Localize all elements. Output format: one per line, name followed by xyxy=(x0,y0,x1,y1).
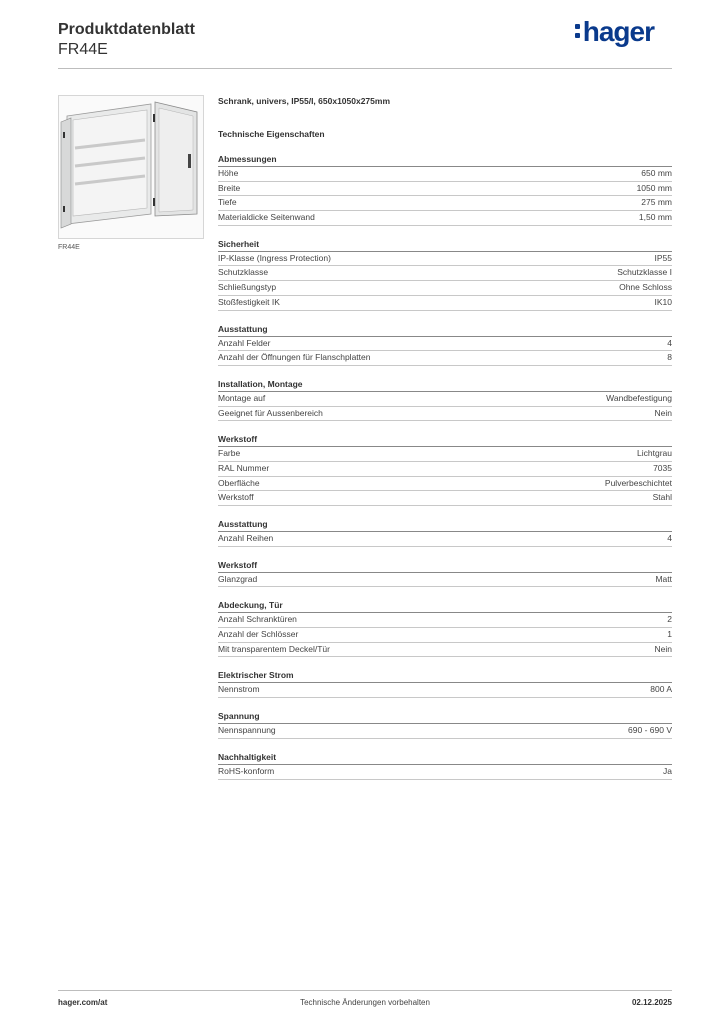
property-label: Anzahl der Öffnungen für Flanschplatten xyxy=(218,352,371,363)
property-label: Geeignet für Aussenbereich xyxy=(218,407,323,418)
property-section xyxy=(218,433,672,506)
property-label: Anzahl Schranktüren xyxy=(218,614,297,625)
image-caption: FR44E xyxy=(58,244,80,251)
logo-text: hager xyxy=(582,16,654,47)
cabinet-image-icon xyxy=(59,96,203,238)
property-row xyxy=(218,462,672,477)
property-row xyxy=(218,211,672,226)
property-label: Nennstrom xyxy=(218,684,260,695)
property-value: Nein xyxy=(654,643,672,654)
property-value: 275 mm xyxy=(641,197,672,208)
property-row xyxy=(218,724,672,739)
property-section xyxy=(218,153,672,226)
property-value: Wandbefestigung xyxy=(606,392,672,403)
property-section xyxy=(218,518,672,547)
section-title: Spannung xyxy=(218,710,672,724)
property-label: RoHS-konform xyxy=(218,765,275,776)
property-row xyxy=(218,628,672,643)
logo-dots-icon xyxy=(575,24,580,38)
property-label: Farbe xyxy=(218,448,241,459)
property-row xyxy=(218,351,672,366)
property-label: Glanzgrad xyxy=(218,573,258,584)
property-row xyxy=(218,613,672,628)
property-row xyxy=(218,683,672,698)
property-section xyxy=(218,378,672,421)
property-section xyxy=(218,559,672,588)
property-label: Anzahl Felder xyxy=(218,337,271,348)
property-row xyxy=(218,532,672,547)
technical-properties-heading: Technische Eigenschaften xyxy=(218,129,325,139)
property-label: IP-Klasse (Ingress Protection) xyxy=(218,252,331,263)
property-value: 4 xyxy=(667,337,672,348)
property-value: 800 A xyxy=(650,684,672,695)
property-value: Ja xyxy=(663,765,672,776)
section-title: Ausstattung xyxy=(218,323,672,337)
product-image xyxy=(58,95,204,239)
property-label: Höhe xyxy=(218,168,239,178)
section-title: Werkstoff xyxy=(218,559,672,573)
property-row xyxy=(218,643,672,658)
property-value: 1050 mm xyxy=(636,182,672,193)
property-row xyxy=(218,447,672,462)
header-divider xyxy=(58,68,672,69)
section-title: Abdeckung, Tür xyxy=(218,599,672,613)
property-row xyxy=(218,765,672,780)
footer-date: 02.12.2025 xyxy=(631,998,672,1007)
property-value: 8 xyxy=(667,352,672,363)
property-row xyxy=(218,182,672,197)
section-title: Ausstattung xyxy=(218,518,672,532)
property-label: Schutzklasse xyxy=(218,267,269,278)
property-section xyxy=(218,599,672,657)
property-label: Breite xyxy=(218,182,241,193)
property-label: Montage auf xyxy=(218,392,266,403)
property-row xyxy=(218,491,672,506)
property-label: Anzahl der Schlösser xyxy=(218,629,299,640)
product-details xyxy=(218,96,672,780)
property-row xyxy=(218,252,672,267)
property-label: Anzahl Reihen xyxy=(218,533,274,543)
product-code: FR44E xyxy=(58,41,108,58)
section-title: Sicherheit xyxy=(218,238,672,252)
property-value: 4 xyxy=(667,533,672,543)
property-value: 7035 xyxy=(653,462,672,473)
property-label: RAL Nummer xyxy=(218,462,270,473)
property-label: Stoßfestigkeit IK xyxy=(218,296,280,307)
property-label: Tiefe xyxy=(218,197,237,208)
property-section xyxy=(218,669,672,698)
property-value: Stahl xyxy=(652,492,672,503)
property-row xyxy=(218,196,672,211)
property-row xyxy=(218,477,672,492)
property-value: Schutzklasse I xyxy=(617,267,672,278)
properties-list xyxy=(218,153,672,780)
property-section xyxy=(218,751,672,780)
property-value: 1,50 mm xyxy=(638,212,672,223)
property-label: Oberfläche xyxy=(218,477,260,488)
property-value: IK10 xyxy=(654,296,672,307)
property-value: Matt xyxy=(655,573,672,584)
brand-logo xyxy=(575,16,654,48)
page-title: Produktdatenblatt xyxy=(58,21,195,38)
property-row xyxy=(218,573,672,588)
property-value: 2 xyxy=(667,614,672,625)
property-value: 650 mm xyxy=(641,168,672,178)
property-row xyxy=(218,167,672,182)
property-value: 1 xyxy=(667,629,672,640)
property-label: Werkstoff xyxy=(218,492,254,503)
property-row xyxy=(218,266,672,281)
footer-divider xyxy=(58,990,672,991)
section-title: Werkstoff xyxy=(218,433,672,447)
document-header xyxy=(58,20,195,60)
property-value: IP55 xyxy=(654,252,672,263)
property-label: Materialdicke Seitenwand xyxy=(218,212,315,223)
property-value: Lichtgrau xyxy=(637,448,672,459)
footer-website: hager.com/at xyxy=(58,998,108,1007)
product-subtitle: Schrank, univers, IP55/I, 650x1050x275mm xyxy=(218,96,391,106)
property-section xyxy=(218,710,672,739)
property-section xyxy=(218,238,672,311)
section-title: Installation, Montage xyxy=(218,378,672,392)
property-label: Nennspannung xyxy=(218,725,276,736)
property-value: Pulverbeschichtet xyxy=(604,477,672,488)
property-label: Mit transparentem Deckel/Tür xyxy=(218,643,330,654)
property-section xyxy=(218,323,672,366)
property-row xyxy=(218,392,672,407)
property-row xyxy=(218,281,672,296)
property-row xyxy=(218,407,672,422)
section-title: Abmessungen xyxy=(218,153,672,167)
section-title: Elektrischer Strom xyxy=(218,669,672,683)
footer-disclaimer: Technische Änderungen vorbehalten xyxy=(300,998,430,1007)
property-value: Nein xyxy=(654,407,672,418)
property-label: Schließungstyp xyxy=(218,282,277,293)
property-value: 690 - 690 V xyxy=(628,725,672,736)
section-title: Nachhaltigkeit xyxy=(218,751,672,765)
property-row xyxy=(218,296,672,311)
property-value: Ohne Schloss xyxy=(619,282,672,293)
property-row xyxy=(218,337,672,352)
